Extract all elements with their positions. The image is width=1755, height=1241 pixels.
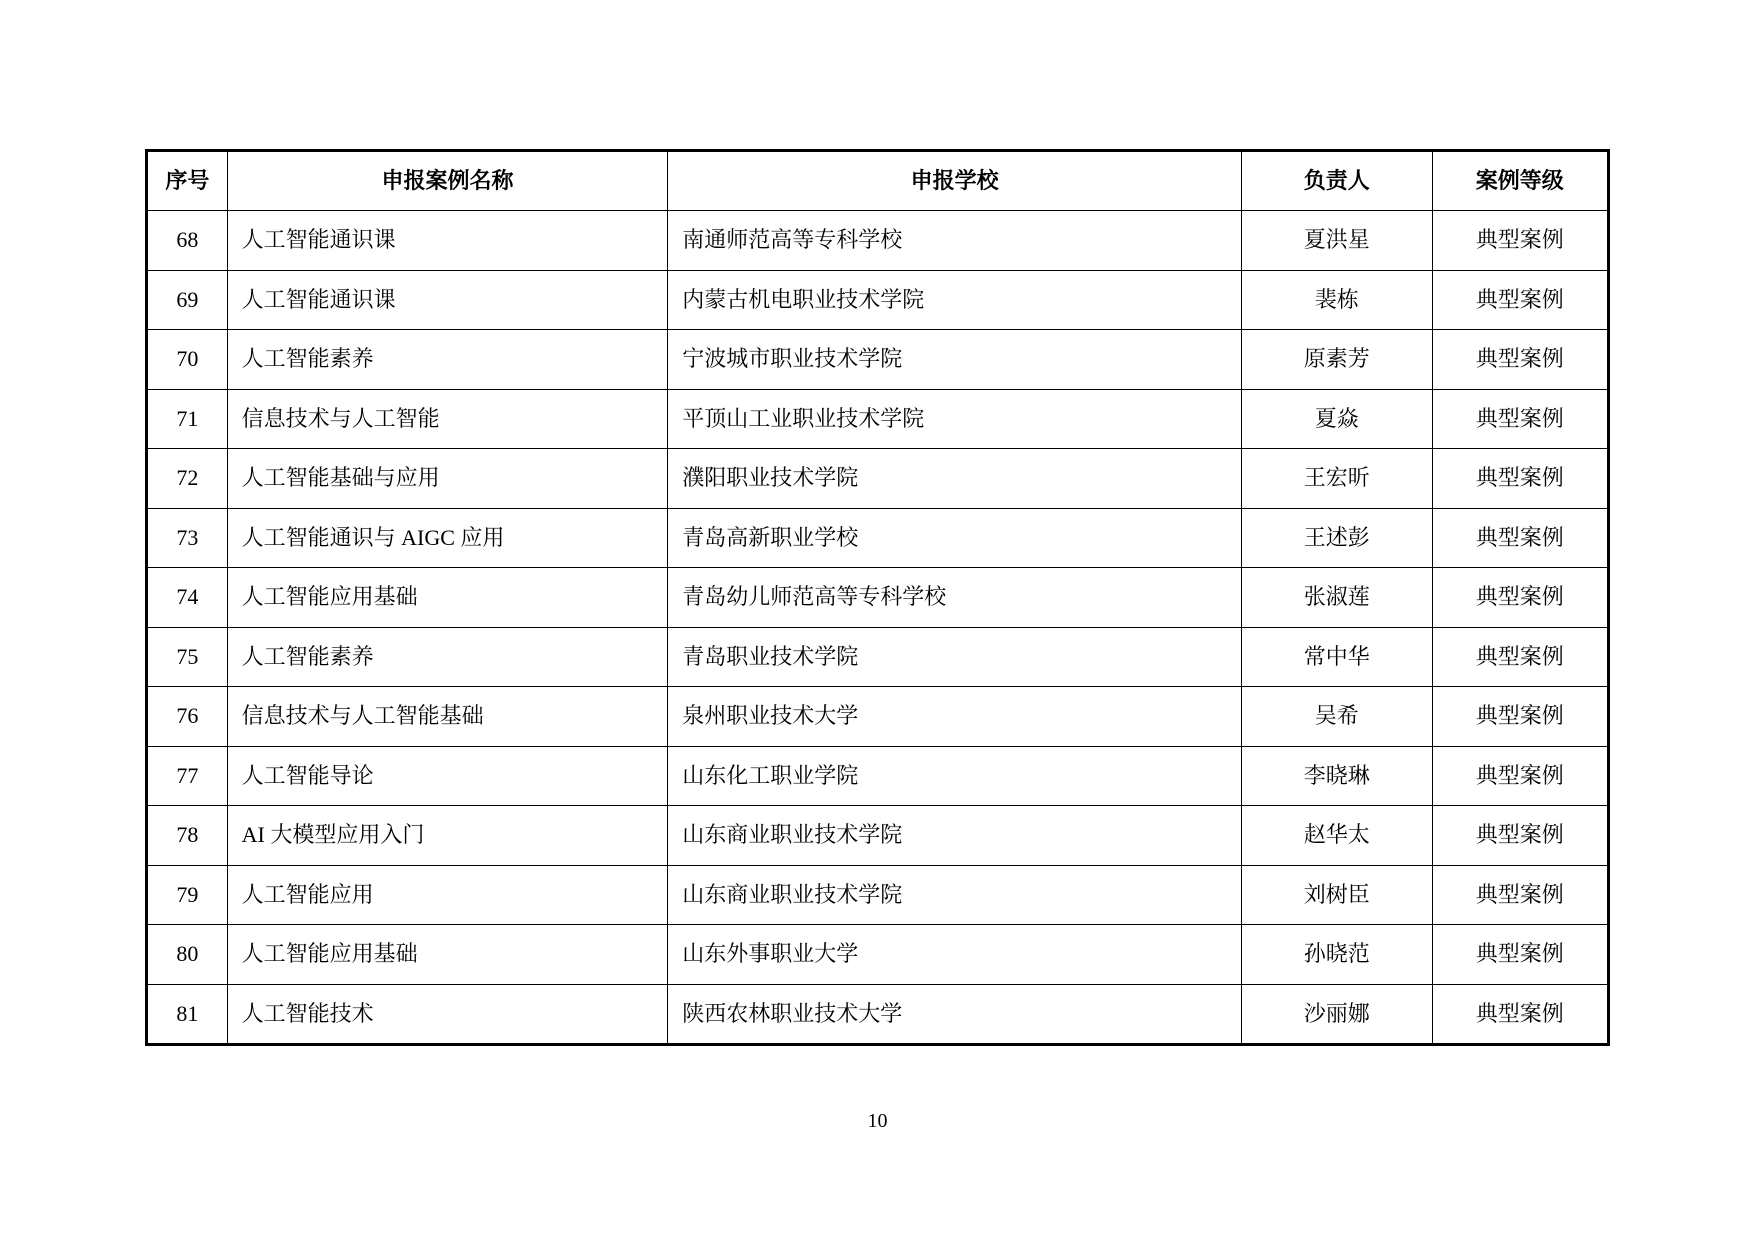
cell-case-level: 典型案例 [1432,627,1608,687]
cell-case-level: 典型案例 [1432,746,1608,806]
cell-school: 山东商业职业技术学院 [668,865,1242,925]
cell-person: 张淑莲 [1241,568,1432,628]
cell-serial-number: 80 [147,925,228,985]
table-row [147,687,1609,747]
cell-person: 常中华 [1241,627,1432,687]
cell-case-name: AI 大模型应用入门 [227,806,668,866]
cell-school: 平顶山工业职业技术学院 [668,389,1242,449]
cell-serial-number: 73 [147,508,228,568]
cell-person: 赵华太 [1241,806,1432,866]
cell-school: 山东外事职业大学 [668,925,1242,985]
cell-case-level: 典型案例 [1432,687,1608,747]
cell-serial-number: 75 [147,627,228,687]
cell-case-name: 人工智能应用基础 [227,925,668,985]
header-serial-number: 序号 [147,151,228,211]
cell-person: 裴栋 [1241,270,1432,330]
cell-school: 山东化工职业学院 [668,746,1242,806]
cell-school: 山东商业职业技术学院 [668,806,1242,866]
cell-case-level: 典型案例 [1432,211,1608,271]
table-row [147,508,1609,568]
table-row [147,925,1609,985]
table-row [147,389,1609,449]
header-person: 负责人 [1241,151,1432,211]
cell-school: 陕西农林职业技术大学 [668,984,1242,1045]
table-row [147,627,1609,687]
cell-person: 原素芳 [1241,330,1432,390]
cell-case-level: 典型案例 [1432,806,1608,866]
cell-serial-number: 68 [147,211,228,271]
table-body [147,211,1609,1045]
header-case-level: 案例等级 [1432,151,1608,211]
cell-school: 青岛职业技术学院 [668,627,1242,687]
cell-serial-number: 76 [147,687,228,747]
cell-person: 夏焱 [1241,389,1432,449]
cell-person: 沙丽娜 [1241,984,1432,1045]
cell-serial-number: 69 [147,270,228,330]
cell-case-name: 人工智能素养 [227,627,668,687]
cell-school: 青岛幼儿师范高等专科学校 [668,568,1242,628]
page-number: 10 [867,1110,888,1132]
cell-case-name: 人工智能素养 [227,330,668,390]
table-row [147,449,1609,509]
cell-case-name: 人工智能通识课 [227,211,668,271]
cell-person: 孙晓范 [1241,925,1432,985]
cell-school: 内蒙古机电职业技术学院 [668,270,1242,330]
cell-person: 王述彭 [1241,508,1432,568]
cell-serial-number: 74 [147,568,228,628]
cell-school: 泉州职业技术大学 [668,687,1242,747]
cell-case-level: 典型案例 [1432,865,1608,925]
cases-table [145,149,1610,1046]
table-row [147,746,1609,806]
table-row [147,270,1609,330]
cell-case-name: 人工智能导论 [227,746,668,806]
table-row [147,211,1609,271]
cell-case-level: 典型案例 [1432,449,1608,509]
cell-person: 吴希 [1241,687,1432,747]
cell-case-name: 人工智能通识与 AIGC 应用 [227,508,668,568]
cell-person: 夏洪星 [1241,211,1432,271]
cell-case-level: 典型案例 [1432,330,1608,390]
cell-case-level: 典型案例 [1432,984,1608,1045]
header-case-name: 申报案例名称 [227,151,668,211]
cell-case-level: 典型案例 [1432,925,1608,985]
table-row [147,330,1609,390]
table-row [147,568,1609,628]
cell-case-name: 人工智能通识课 [227,270,668,330]
cell-school: 濮阳职业技术学院 [668,449,1242,509]
cell-case-name: 人工智能应用基础 [227,568,668,628]
cell-school: 宁波城市职业技术学院 [668,330,1242,390]
cell-serial-number: 70 [147,330,228,390]
header-school: 申报学校 [668,151,1242,211]
cell-serial-number: 72 [147,449,228,509]
cell-person: 王宏昕 [1241,449,1432,509]
cell-case-name: 人工智能应用 [227,865,668,925]
cell-case-name: 人工智能基础与应用 [227,449,668,509]
cell-case-level: 典型案例 [1432,270,1608,330]
cell-case-name: 信息技术与人工智能 [227,389,668,449]
table-row [147,806,1609,866]
cell-serial-number: 78 [147,806,228,866]
table-row [147,984,1609,1045]
cell-person: 李晓琳 [1241,746,1432,806]
table-header-row [147,151,1609,211]
table-row [147,865,1609,925]
cell-serial-number: 77 [147,746,228,806]
cell-person: 刘树臣 [1241,865,1432,925]
cell-serial-number: 79 [147,865,228,925]
cell-case-name: 信息技术与人工智能基础 [227,687,668,747]
cell-case-level: 典型案例 [1432,389,1608,449]
cell-case-level: 典型案例 [1432,508,1608,568]
cell-school: 南通师范高等专科学校 [668,211,1242,271]
cell-case-name: 人工智能技术 [227,984,668,1045]
cell-serial-number: 81 [147,984,228,1045]
cell-case-level: 典型案例 [1432,568,1608,628]
cell-school: 青岛高新职业学校 [668,508,1242,568]
cell-serial-number: 71 [147,389,228,449]
